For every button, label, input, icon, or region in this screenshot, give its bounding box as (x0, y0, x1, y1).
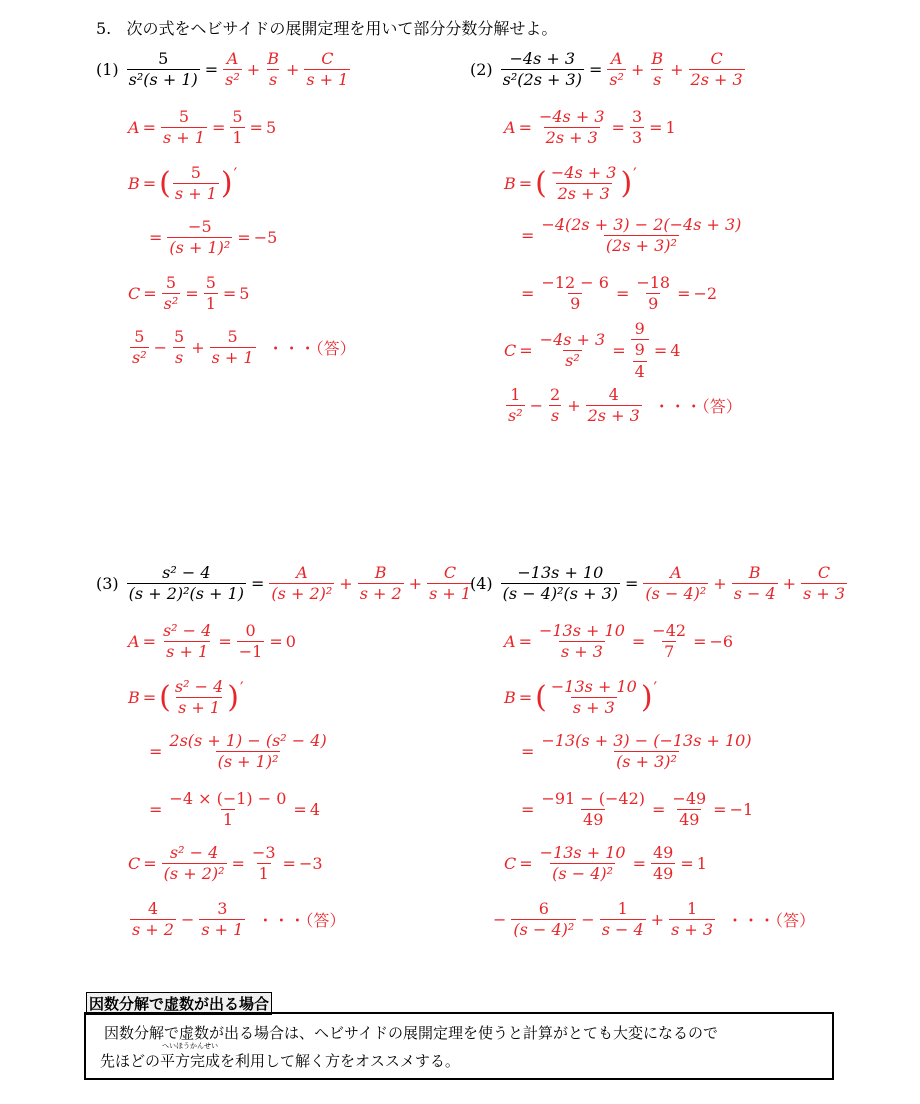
p2-B-derivative: = $\frac{-4(2s + 3) - 2(-4s + 3)}{\text{(2s + 3)²}}$ (521, 215, 742, 256)
problem-title (96, 16, 557, 39)
p4-answer-mark: ・・・（答） (727, 911, 816, 931)
p1-equation: (1) $\frac{5}{\text{s²(s + 1)}}$ = A s² + $\frac{B}{s}$ + $\frac{C}{s + 1}$ (96, 49, 349, 90)
p2-answer-mark: ・・・（答） (653, 397, 742, 417)
ruby-heihoukansei: へいほうかんせい 平方完成 (160, 1042, 221, 1070)
p4-lhs: $\frac{-13s + 10}{\text{(s − 4)²(s + 3)}}$ (502, 563, 618, 604)
p4-label: (4) (470, 574, 493, 594)
p3-C-step: C = $\frac{\text{s² − 4}}{\text{(s + 2)²}}$ = $\frac{-3}{1}$ = −3 (128, 843, 323, 884)
p3-answer: 4 s + 2 − $\frac{3}{s + 1}$ ・・・（答） (132, 899, 346, 940)
p3-lhs: $\frac{\text{s² − 4}}{\text{(s + 2)²(s + 1)}}$ (128, 563, 244, 604)
problem-number: 5. (96, 19, 112, 38)
problem-instruction: 次の式をヘビサイドの展開定理を用いて部分分数分解せよ。 (126, 19, 558, 38)
p2-label: (2) (470, 60, 493, 80)
p1-answer-mark: ・・・（答） (267, 339, 356, 359)
p4-B-step: B = ( −13s + 10 s + 3 ) ′ (504, 677, 658, 718)
p3-B-result: = $\frac{-4 \times (-1) - 0}{1}$ = 4 (149, 789, 320, 830)
p3-A-step: A = $\frac{\text{s² − 4}}{s + 1}$ = $\frac{0}{-1}$ = 0 (128, 621, 296, 662)
note-line-1: 因数分解で虚数が出る場合は、ヘビサイドの展開定理を使うと計算がとても大変になるので (104, 1024, 718, 1042)
p3-B-step: B = ( s² − 4 s + 1 ) ′ (128, 677, 244, 718)
p1-A-step: A = $\frac{5}{s + 1}$ = $\frac{5}{1}$ = 5 (128, 107, 277, 148)
p1-B-result: = $\frac{-5}{\text{(s + 1)²}}$ = −5 (149, 217, 278, 258)
p3-equation: (3) $\frac{\text{s² − 4}}{\text{(s + 2)²(s + 1)}}$ = A (s + 2)² + $\frac{B}{s + 2}$ + $\frac{C}{s + 1}$ (96, 563, 472, 604)
p2-B-step: B = ( −4s + 3 2s + 3 ) ′ (504, 163, 637, 204)
p1-answer: 5 s² − $\frac{5}{s}$ + $\frac{5}{s + 1}$ ・・・（答） (132, 327, 356, 368)
p4-answer: − $\frac{6}{\text{(s − 4)²}}$ − $\frac{1}{s - 4}$ + $\frac{1}{s + 3}$ ・・・（答） (493, 899, 816, 940)
note-box (84, 1012, 834, 1080)
p2-lhs: $\frac{-4s + 3}{\text{s²(2s + 3)}}$ (502, 49, 582, 90)
p1-label: (1) (96, 60, 119, 80)
p4-B-result: = $\frac{-91 - (-42)}{49}$ = $\frac{-49}{49}$ = −1 (521, 789, 754, 830)
p3-answer-mark: ・・・（答） (257, 911, 346, 931)
p2-B-result: = $\frac{-12 - 6}{9}$ = $\frac{-18}{9}$ = −2 (521, 273, 718, 314)
p2-equation: (2) $\frac{-4s + 3}{\text{s²(2s + 3)}}$ = A s² + $\frac{B}{s}$ + $\frac{C}{2s + 3}$ (470, 49, 743, 90)
p4-equation: (4) $\frac{-13s + 10}{\text{(s − 4)²(s + 3)}}$ = A (s − 4)² + $\frac{B}{s - 4}$ + $\frac{C}{s + 3}$ (470, 563, 846, 604)
p4-A-step: A = $\frac{-13s + 10}{s + 3}$ = $\frac{-42}{7}$ = −6 (504, 621, 734, 662)
note-line-2: 先ほどの へいほうかんせい 平方完成を利用して解く方をオススメする。 (100, 1042, 460, 1070)
p1-lhs: $\frac{5}{\text{s²(s + 1)}}$ (128, 49, 198, 90)
note-tag: 因数分解で虚数が出る場合 (86, 992, 272, 1015)
p1-B-step: B = ( 5 s + 1 ) ′ (128, 163, 238, 204)
p4-B-derivative: = $\frac{-13(s + 3) - (-13s + 10)}{\text{(s + 3)²}}$ (521, 731, 752, 772)
p3-B-derivative: = $\frac{\text{2s(s + 1) − (s² − 4)}}{\text{(s + 1)²}}$ (149, 731, 327, 772)
p1-C-step: C = $\frac{5}{\text{s²}}$ = $\frac{5}{1}$ = 5 (128, 273, 250, 314)
p2-C-step: C = $\frac{-4s + 3}{\text{s²}}$ = $\frac{9}{\frac{9}{4}}$ = 4 (504, 319, 681, 381)
p4-C-step: C = $\frac{-13s + 10}{\text{(s − 4)²}}$ = $\frac{49}{49}$ = 1 (504, 843, 707, 884)
p2-A-step: A = $\frac{-4s + 3}{2s + 3}$ = $\frac{3}{3}$ = 1 (504, 107, 676, 148)
p2-answer: 1 s² − $\frac{2}{s}$ + $\frac{4}{2s + 3}$ ・・・（答） (508, 385, 742, 426)
p3-label: (3) (96, 574, 119, 594)
